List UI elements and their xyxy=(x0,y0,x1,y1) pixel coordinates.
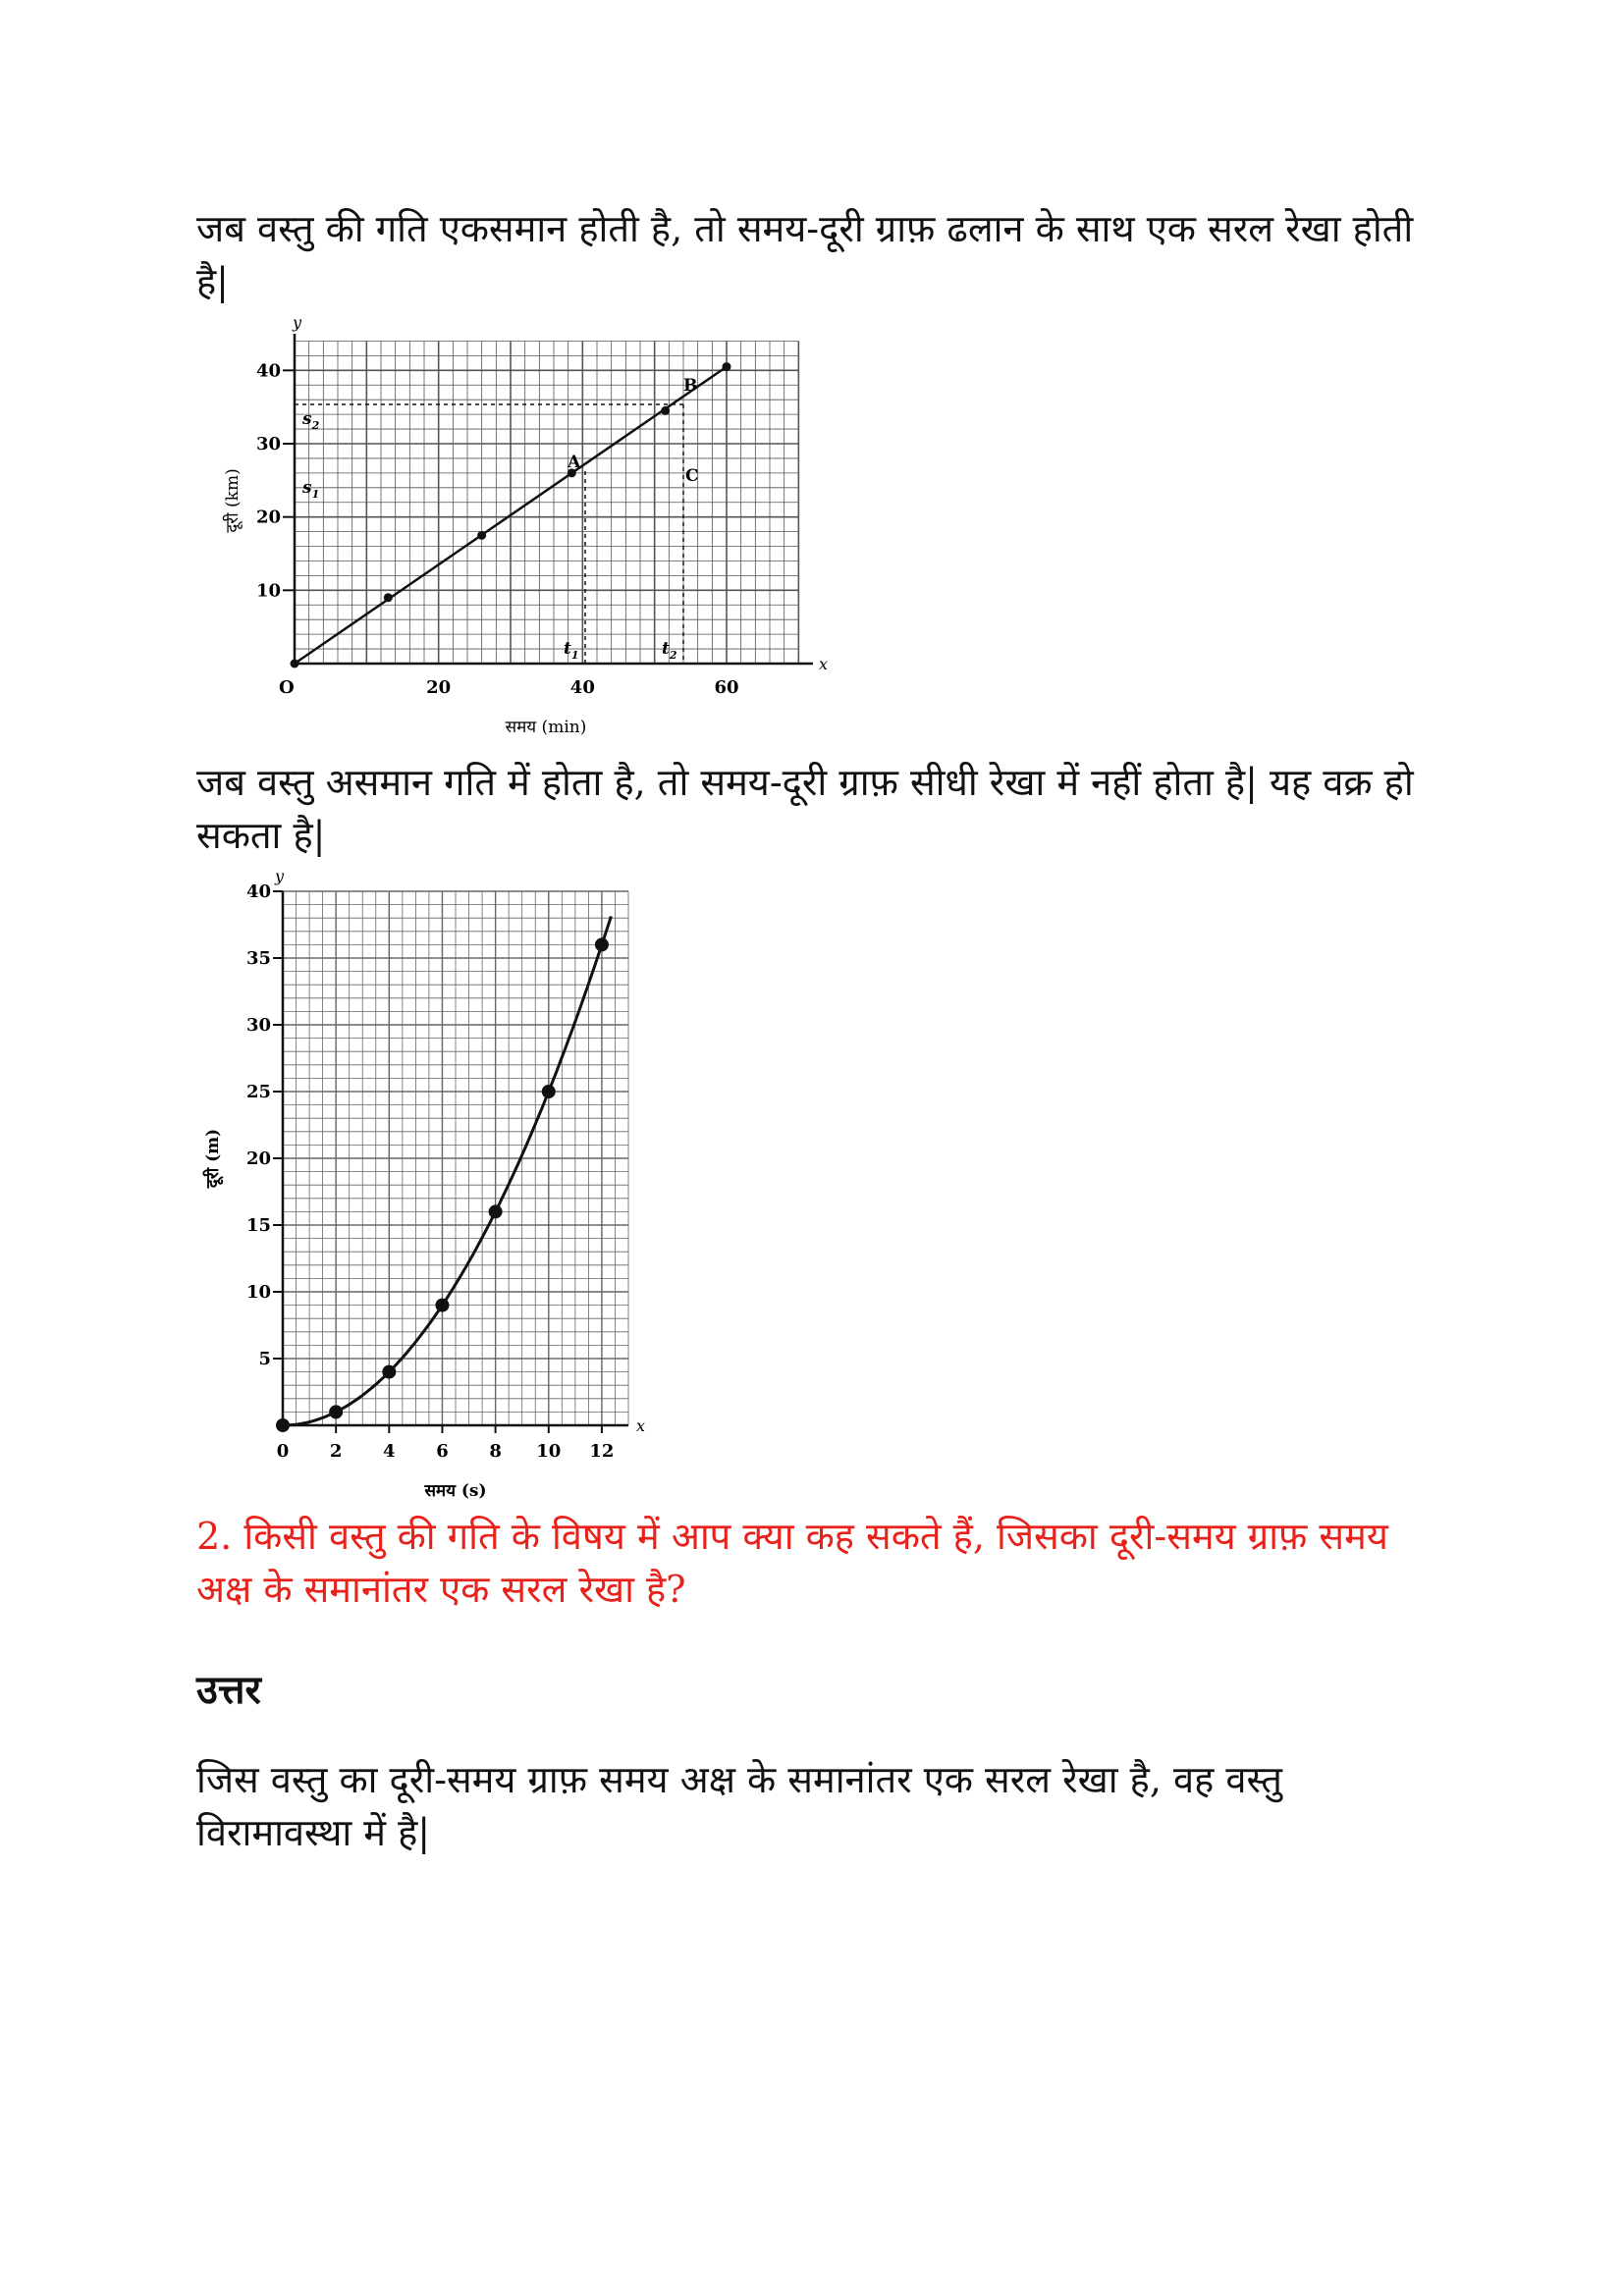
chart-grid xyxy=(295,341,798,664)
x-axis-label: समय (s) xyxy=(424,1481,487,1501)
data-point xyxy=(723,362,731,371)
y-axis-letter: y xyxy=(293,313,302,332)
x-tick-label: 4 xyxy=(383,1441,396,1462)
x-tick-label: 12 xyxy=(589,1441,615,1462)
x-axis-letter: x xyxy=(636,1416,646,1435)
x-tick-label: 10 xyxy=(536,1441,562,1462)
y-tick-label: 25 xyxy=(245,1082,271,1102)
y-tick-label: 15 xyxy=(245,1215,271,1236)
x-tick-label: 6 xyxy=(436,1441,449,1462)
x-tick-label: 60 xyxy=(714,677,739,698)
y-tick-label: 20 xyxy=(255,507,281,528)
label-s2: $s_2$ xyxy=(302,409,320,432)
data-point xyxy=(382,1365,396,1379)
y-tick-label: 35 xyxy=(245,948,271,969)
uniform-motion-chart xyxy=(196,314,864,746)
label-t2: $t_2$ xyxy=(662,639,677,662)
y-tick-label: 20 xyxy=(245,1148,271,1169)
data-point xyxy=(435,1299,449,1312)
data-point xyxy=(384,593,393,602)
data-point xyxy=(329,1405,343,1418)
chart-grid xyxy=(283,891,628,1425)
data-point xyxy=(542,1085,556,1098)
label-B: B xyxy=(683,376,698,396)
x-tick-label: 40 xyxy=(569,677,595,698)
data-point xyxy=(477,531,486,540)
y-axis-label: दूरी (km) xyxy=(223,468,243,533)
data-point xyxy=(291,660,299,668)
data-point xyxy=(661,406,670,415)
origin-label: O xyxy=(279,677,295,698)
paragraph-uniform-motion: जब वस्तु की गति एकसमान होती है, तो समय-दूरी ग्राफ़ ढलान के साथ एक सरल रेखा होती है| xyxy=(196,207,1414,303)
y-tick-label: 10 xyxy=(255,580,281,602)
data-point xyxy=(276,1418,290,1432)
answer-text: जिस वस्तु का दूरी-समय ग्राफ़ समय अक्ष के समानांतर एक सरल रेखा है, वह वस्तु विरामावस्था में है| xyxy=(196,1758,1282,1854)
y-tick-label: 10 xyxy=(245,1282,271,1303)
x-tick-label: 20 xyxy=(426,677,452,698)
paragraph-nonuniform-motion: जब वस्तु असमान गति में होता है, तो समय-दूरी ग्राफ़ सीधी रेखा में नहीं होता है| यह वक्र हो सकता है| xyxy=(196,761,1414,857)
x-tick-label: 2 xyxy=(329,1441,343,1462)
label-s1: $s_1$ xyxy=(302,478,320,501)
data-point xyxy=(595,937,609,951)
label-C: C xyxy=(685,466,699,486)
y-tick-label: 30 xyxy=(255,434,281,454)
x-axis-letter: x xyxy=(819,655,829,673)
y-axis-letter: y xyxy=(275,867,285,885)
y-tick-label: 30 xyxy=(245,1015,271,1036)
label-t1: $t_1$ xyxy=(564,639,579,662)
y-tick-label: 40 xyxy=(255,360,281,382)
answer-heading: उत्तर xyxy=(196,1667,261,1713)
x-tick-label: 8 xyxy=(489,1441,502,1462)
question-2: 2. किसी वस्तु की गति के विषय में आप क्या कह सकते हैं, जिसका दूरी-समय ग्राफ़ समय अक्ष के समानांतर एक सरल रेखा है? xyxy=(196,1515,1388,1611)
data-point xyxy=(489,1204,503,1218)
label-A: A xyxy=(568,453,581,472)
y-tick-label: 40 xyxy=(245,881,271,902)
x-tick-label: 0 xyxy=(276,1441,290,1462)
y-tick-label: 5 xyxy=(258,1349,271,1369)
x-axis-label: समय (min) xyxy=(505,718,587,737)
nonuniform-motion-chart xyxy=(196,864,668,1512)
y-axis-label: दूरी (m) xyxy=(203,1128,223,1189)
